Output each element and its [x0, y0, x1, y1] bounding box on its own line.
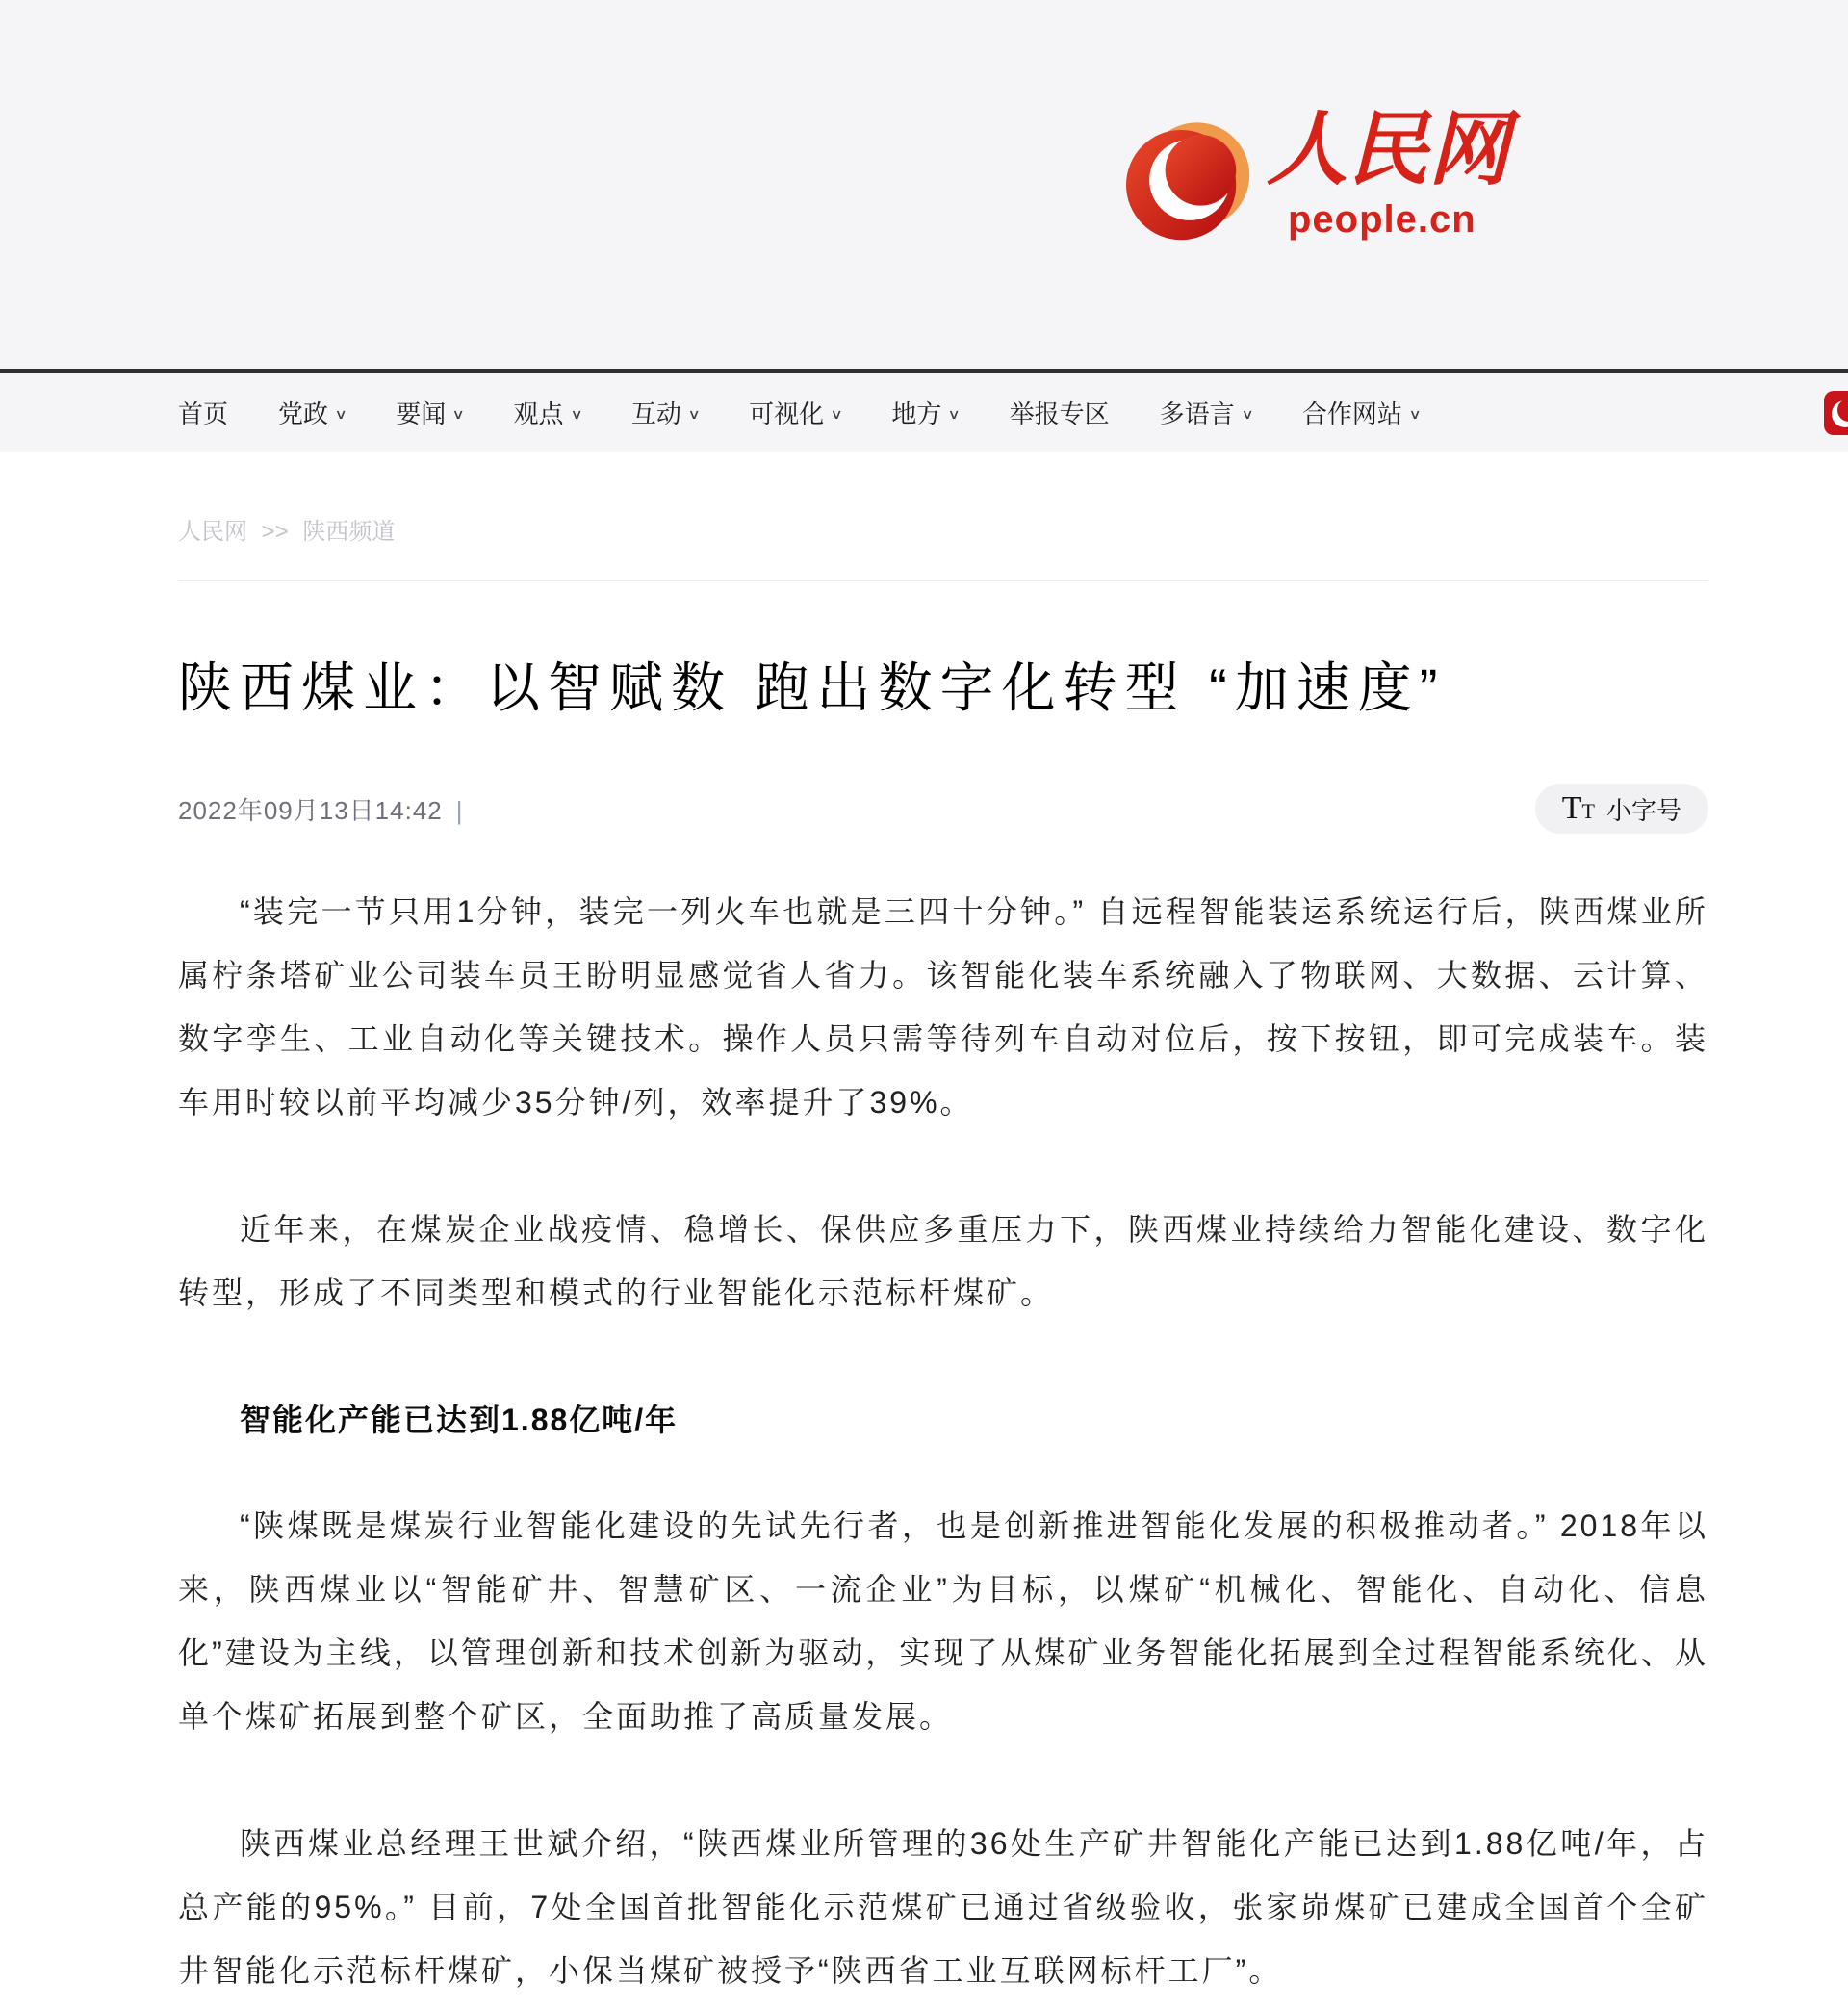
dropdown-chevron-icon: ∨ [570, 406, 583, 422]
dropdown-chevron-icon: ∨ [947, 406, 962, 422]
site-header [0, 0, 1848, 369]
nav-item-label: 举报专区 [1009, 399, 1110, 428]
font-size-icon: TT [1561, 790, 1595, 826]
nav-item-label: 党政 [278, 399, 329, 428]
breadcrumb-site-link[interactable]: 人民网 [178, 519, 247, 545]
nav-item-label: 地方 [891, 399, 942, 428]
main-navbar [0, 373, 1848, 452]
nav-item-党政[interactable] [278, 395, 346, 430]
peoplecn-logo[interactable] [1126, 101, 1509, 244]
breadcrumb-separator: >> [261, 519, 289, 545]
breadcrumb [178, 452, 1708, 581]
font-size-button[interactable] [1535, 784, 1708, 834]
article-paragraph: “陕煤既是煤炭行业智能化建设的先试先行者，也是创新推进智能化发展的积极推动者。” 2018年以来，陕西煤业以“智能矿井、智慧矿区、一流企业”为目标，以煤矿“机械化、智能化、自动化、信息化”建设为主线，以管理创新和技术创新为驱动，实现了从煤矿业务智能化拓展到全过程智能系统化、从单个煤矿拓展到整个矿区，全面助推了高质量发展。 [178, 1508, 1708, 1734]
article-meta-row [178, 784, 1708, 834]
nav-item-互动[interactable] [631, 395, 699, 430]
dropdown-chevron-icon: ∨ [830, 406, 843, 422]
font-size-button-label: 小字号 [1605, 795, 1681, 825]
nav-item-label: 观点 [513, 399, 564, 428]
date-separator: | [455, 795, 464, 825]
nav-item-观点[interactable] [514, 395, 581, 430]
dropdown-chevron-icon: ∨ [687, 406, 701, 422]
nav-item-举报专区[interactable] [1010, 395, 1110, 430]
nav-item-label: 合作网站 [1301, 399, 1402, 428]
nav-item-合作网站[interactable] [1302, 395, 1420, 430]
article-body [178, 880, 1708, 2002]
article-page [0, 452, 1848, 2002]
dropdown-chevron-icon: ∨ [1408, 406, 1422, 422]
article-title: 陕西煤业：以智赋数 跑出数字化转型 “加速度” [178, 657, 1446, 718]
logo-en-text: people.cn [1288, 198, 1476, 241]
publish-date [178, 791, 464, 827]
nav-item-地方[interactable] [891, 395, 962, 430]
dropdown-chevron-icon: ∨ [334, 406, 347, 422]
article-paragraph: “装完一节只用1分钟，装完一列火车也就是三四十分钟。” 自远程智能装运系统运行后，陕西煤业所属柠条塔矿业公司装车员王盼明显感觉省人省力。该智能化装车系统融入了物联网、大数据、云计算、数字孪生、工业自动化等关键技术。操作人员只需等待列车自动对位后，按下按钮，即可完成装车。装车用时较以前平均减少35分钟/列，效率提升了39%。 [178, 894, 1708, 1120]
article-paragraph: 陕西煤业总经理王世斌介绍，“陕西煤业所管理的36处生产矿井智能化产能已达到1.88亿吨/年，占总产能的95%。” 目前，7处全国首批智能化示范煤矿已通过省级验收，张家峁煤矿已建成全国首个全矿井智能化示范标杆煤矿，小保当煤矿被授予“陕西省工业互联网标杆工厂”。 [178, 1826, 1708, 1988]
peoplecn-app-icon[interactable] [1824, 391, 1848, 435]
nav-item-多语言[interactable] [1160, 395, 1252, 430]
peoplecn-globe-icon [1126, 116, 1253, 244]
logo-cn-text: 人民网 [1267, 104, 1510, 194]
nav-item-label: 多语言 [1159, 399, 1235, 428]
nav-item-label: 可视化 [749, 399, 825, 428]
article-subheading: 智能化产能已达到1.88亿吨/年 [240, 1403, 679, 1437]
nav-item-label: 要闻 [396, 399, 447, 428]
breadcrumb-channel-link[interactable]: 陕西频道 [302, 519, 396, 545]
nav-item-label: 首页 [178, 399, 229, 428]
publish-date-text: 2022年09月13日14:42 [178, 795, 443, 825]
nav-item-label: 互动 [630, 399, 681, 428]
dropdown-chevron-icon: ∨ [1241, 406, 1254, 422]
article-paragraph: 近年来，在煤炭企业战疫情、稳增长、保供应多重压力下，陕西煤业持续给力智能化建设、数字化转型，形成了不同类型和模式的行业智能化示范标杆煤矿。 [178, 1212, 1708, 1310]
nav-item-可视化[interactable] [749, 395, 841, 430]
nav-menu [178, 395, 1470, 430]
nav-item-要闻[interactable] [396, 395, 466, 430]
dropdown-chevron-icon: ∨ [451, 406, 466, 422]
nav-item-首页[interactable] [178, 395, 228, 430]
